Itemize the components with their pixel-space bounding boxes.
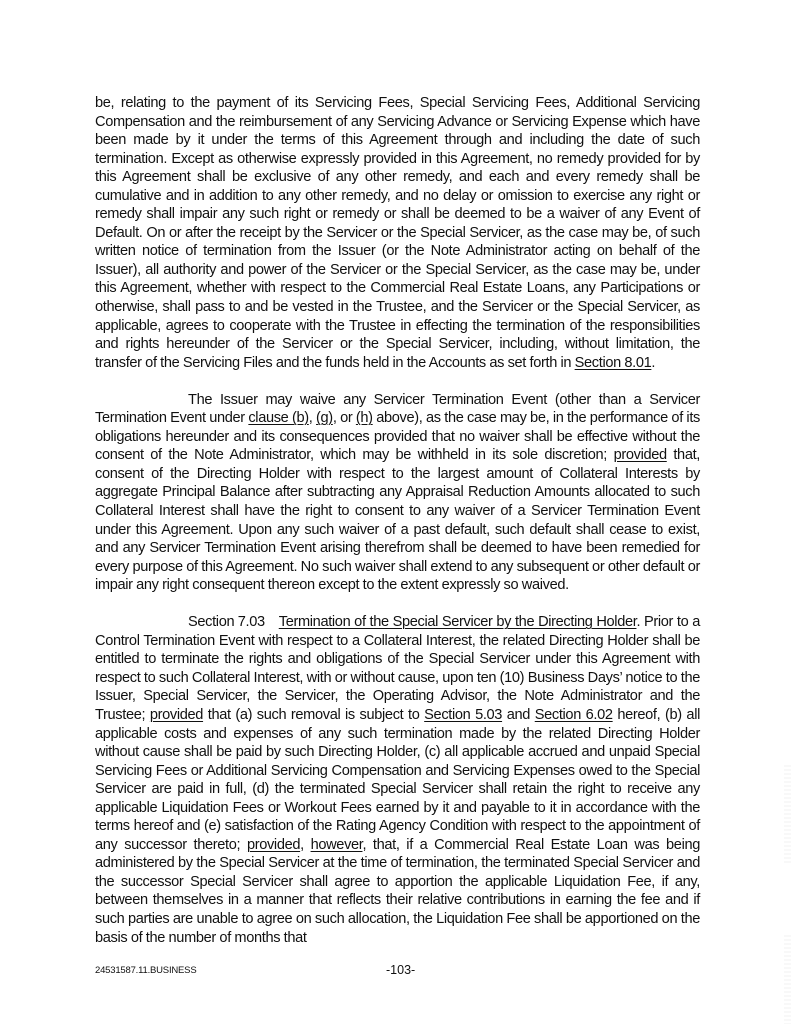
separator: , — [308, 410, 317, 427]
scan-edge-artifact — [784, 935, 791, 1024]
paragraph-text: , that, if a Commercial Real Estate Loan was being administered by the Special Servicer at the time of termination, the terminated Special Servicer and the successor Special Servicer shall agree to apportion the applicable Liquidation Fee, if any, between themselves in a manner that reflects their relative contributions in earning the fee and if such parties are unable to agree on such allocation, the Liquidation Fee shall be apportioned on the basis of the number of months that — [95, 836, 700, 946]
document-id: 24531587.11.BUSINESS — [95, 965, 197, 976]
paragraph-text: above), as the case may be, in the performance of its obligations hereunder and its consequences provided that no waiver shall be effective without the consent of the Note Administrator, which may be withheld in its sole discretion; — [95, 410, 700, 464]
clause-g-reference: (g) — [316, 410, 333, 427]
paragraph-text: The Issuer may waive any Servicer Termination Event (other than a Servicer Termination Event under — [95, 391, 700, 427]
clause-h-reference: (h) — [355, 410, 373, 427]
scan-edge-artifact — [784, 765, 791, 865]
page-footer — [95, 963, 700, 979]
separator: , — [300, 836, 311, 853]
paragraph-text: that (a) such removal is subject to — [203, 706, 425, 723]
separator: , or — [332, 410, 356, 427]
paragraph-text: . Prior to a Control Termination Event with respect to a Collateral Interest, the related Directing Holder shall be entitled to terminate the rights and obligations of the Special Servicer under this Agreement with respect to such Collateral Interest, with or without cause, upon ten (10) Business Days’ notice to the Issuer, Special Servicer, the Servicer, the Operating Advisor, the Note Administrator and the Trustee; — [95, 614, 700, 723]
section-number: Section 7.03 — [188, 614, 265, 631]
provided-term: provided — [149, 706, 204, 723]
section-heading: Termination of the Special Servicer by the Directing Holder — [278, 614, 637, 631]
clause-b-reference: clause (b) — [248, 410, 309, 427]
page-number: -103- — [386, 963, 416, 977]
paragraph-text: be, relating to the payment of its Servicing Fees, Special Servicing Fees, Additional Servicing Compensation and the reimbursement of any Servicing Advance or Servicing Expense which have been made by it under the terms of this Agreement through and including the date of such termination. Except as otherwise expressly provided in this Agreement, no remedy provided for by this Agreement shall be exclusive of any other remedy, and each and every remedy shall be cumulative and in addition to any other remedy, and no delay or omission to exercise any right or remedy shall impair any such right or remedy or shall be deemed to be a waiver of any Event of Default. On or after the receipt by the Servicer or the Special Servicer, as the case may be, of such written notice of termination from the Issuer (or the Note Administrator acting on behalf of the Issuer), all authority and power of the Servicer or the Special Servicer, as the case may be, under this Agreement, whether with respect to the Commercial Real Estate Loans, any Participations or otherwise, shall pass to and be vested in the Trustee, and the Servicer or the Special Servicer, as applicable, agrees to cooperate with the Trustee in effecting the termination of the responsibilities and rights hereunder of the Servicer or the Special Servicer, including, without limitation, the transfer of the Servicing Files and the funds held in the Accounts as set forth in — [95, 95, 700, 371]
paragraph-text: hereof, (b) all applicable costs and expenses of any such termination made by the related Directing Holder without cause shall be paid by such Directing Holder, (c) all applicable accrued and unpaid Special Servicing Fees or Additional Servicing Compensation and Servicing Expenses owed to the Special Servicer are paid in full, (d) the terminated Special Servicer shall retain the right to receive any applicable Liquidation Fees or Workout Fees earned by it and payable to it in accordance with the terms hereof and (e) satisfaction of the Rating Agency Condition with respect to the appointment of any successor thereto; — [95, 706, 700, 853]
paragraph-text: that, consent of the Directing Holder with respect to the largest amount of Collateral Interests by aggregate Principal Balance after subtracting any Appraisal Reduction Amounts allocated to such Collateral Interest shall have the right to consent to any waiver of a Servicer Termination Event under this Agreement. Upon any such waiver of a past default, such default shall cease to exist, and any Servicer Termination Event arising therefrom shall be deemed to have been remedied for every purpose of this Agreement. No such waiver shall extend to any subsequent or other default or impair any right consequent thereon except to the extent expressly so waived. — [95, 447, 701, 594]
provided-term: provided — [246, 836, 301, 853]
section-6-02-reference: Section 6.02 — [534, 706, 613, 723]
paragraph-text: and — [502, 706, 535, 723]
section-5-03-reference: Section 5.03 — [424, 706, 503, 723]
paragraph-waiver — [95, 391, 700, 595]
however-term: however — [310, 836, 363, 853]
document-page — [95, 94, 700, 947]
paragraph-text: . — [651, 354, 656, 371]
paragraph-termination-remedies — [95, 94, 700, 372]
paragraph-section-7-03 — [95, 613, 700, 947]
provided-term: provided — [613, 447, 667, 464]
section-8-01-reference: Section 8.01 — [574, 354, 652, 371]
